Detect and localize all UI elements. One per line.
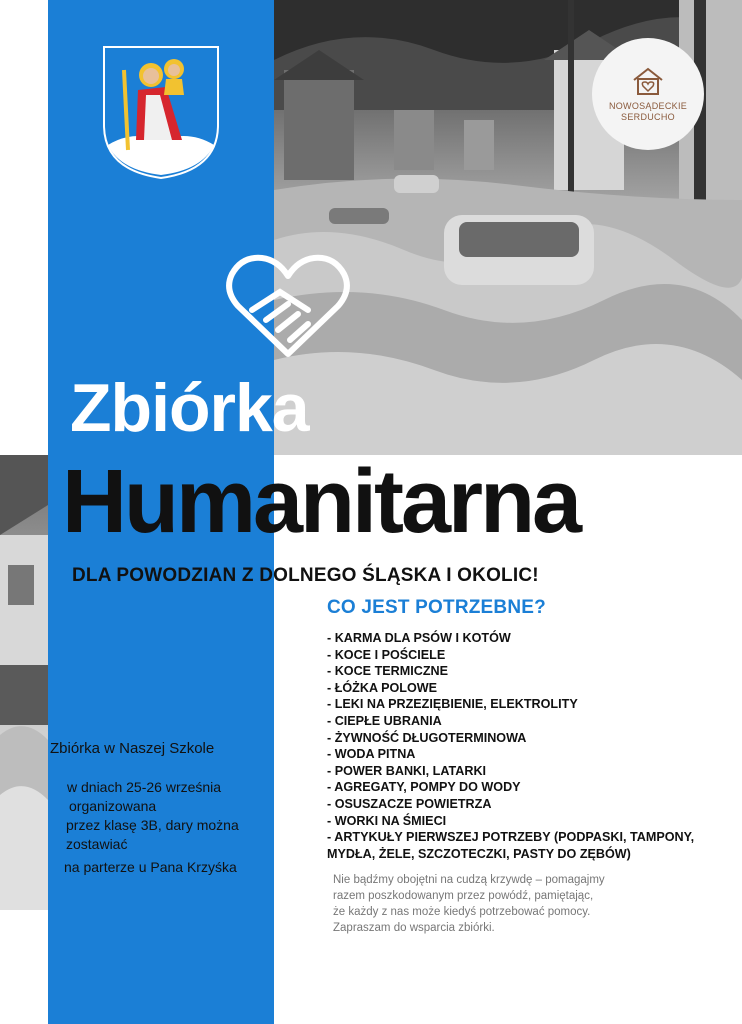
logo-text-line1: NOWOSĄDECKIE: [608, 100, 688, 111]
school-location: na parterze u Pana Krzyśka: [64, 859, 237, 875]
appeal-line: Zapraszam do wsparcia zbiórki.: [333, 922, 495, 934]
needs-item: MYDŁA, ŻELE, SZCZOTECZKI, PASTY DO ZĘBÓW): [327, 846, 631, 861]
needs-item: - CIEPŁE UBRANIA: [327, 713, 442, 728]
heart-handshake-icon: [222, 250, 354, 362]
needs-item: - ŻYWNOŚĆ DŁUGOTERMINOWA: [327, 730, 527, 745]
house-heart-icon: [631, 66, 665, 101]
appeal-line: że każdy z nas może kiedyś potrzebować pomocy.: [333, 906, 591, 918]
appeal-line: razem poszkodowanym przez powódź, pamiętając,: [333, 890, 594, 902]
needs-item: - KOCE TERMICZNE: [327, 664, 449, 679]
needs-item: - WODA PITNA: [327, 747, 416, 762]
needs-item: - WORKI NA ŚMIECI: [327, 813, 447, 828]
needs-item: - ARTYKUŁY PIERWSZEJ POTRZEBY (PODPASKI, TAMPONY,: [327, 830, 695, 845]
needs-heading: CO JEST POTRZEBNE?: [327, 597, 546, 618]
needs-item: - POWER BANKI, LATARKI: [327, 763, 487, 778]
appeal-text: [333, 872, 673, 936]
school-heading: Zbiórka w Naszej Szkole: [50, 740, 215, 757]
logo-text-line2: SERDUCHO: [621, 111, 675, 122]
needs-item: - AGREGATY, POMPY DO WODY: [327, 780, 521, 795]
school-dates: w dniach 25-26 września: [67, 779, 222, 795]
appeal-line: Nie bądźmy obojętni na cudzą krzywdę – pomagajmy: [333, 874, 605, 886]
needs-item: - ŁÓŻKA POLOWE: [327, 680, 438, 695]
needs-item: - LEKI NA PRZEZIĘBIENIE, ELEKTROLITY: [327, 697, 578, 712]
title-line2: Humanitarna: [62, 452, 580, 552]
needs-list: [327, 630, 737, 862]
needs-item: - KARMA DLA PSÓW I KOTÓW: [327, 631, 511, 645]
school-by-class: przez klasę 3B, dary można: [66, 817, 239, 833]
needs-item: - OSUSZACZE POWIETRZA: [327, 796, 492, 811]
title-line1: Zbiórka: [70, 370, 309, 446]
side-photo: [0, 455, 48, 910]
school-leave: zostawiać: [66, 836, 128, 852]
nowosadeckie-serducho-logo: [592, 38, 704, 150]
subtitle: DLA POWODZIAN Z DOLNEGO ŚLĄSKA I OKOLIC!: [72, 565, 539, 586]
coat-of-arms-icon: [102, 45, 220, 180]
needs-item: - KOCE I POŚCIELE: [327, 647, 446, 662]
school-organized: organizowana: [69, 798, 157, 814]
